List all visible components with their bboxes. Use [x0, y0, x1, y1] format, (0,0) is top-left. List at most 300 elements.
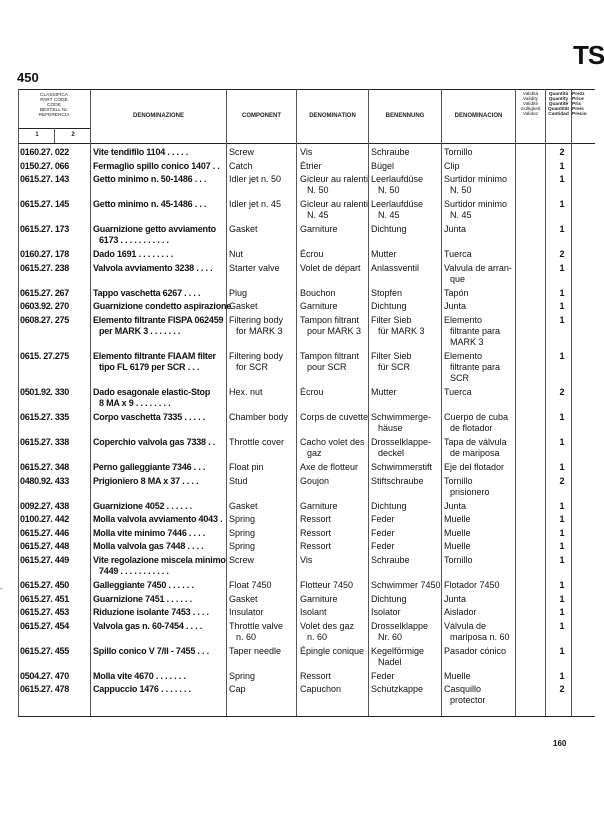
quantity: 2	[559, 475, 565, 486]
component-line: Gasket	[229, 593, 258, 604]
denominacion-line: Muelle	[444, 541, 471, 552]
benennung-line: Drosselklappe-	[371, 436, 432, 447]
benennung-line: Dichtung	[371, 500, 407, 511]
table-row	[0, 147, 595, 161]
denomination-cell	[300, 607, 368, 618]
table-row	[0, 501, 595, 515]
benennung-line: Schutzkappe	[371, 684, 424, 695]
benennung-line: Bügel	[371, 160, 395, 171]
denominazione-cell	[93, 671, 227, 682]
benennung-cell	[371, 684, 441, 695]
denomination-line: Garniture	[300, 500, 338, 511]
denominacion-line: Cuerpo de cuba	[444, 411, 509, 422]
quantity: 1	[559, 287, 565, 298]
benennung-line: häuse	[378, 422, 403, 433]
denominacion-line: Tornillo	[444, 147, 473, 157]
benennung-cell	[371, 607, 441, 618]
component-cell	[229, 514, 295, 525]
denominazione-cell	[93, 249, 227, 260]
denominacion-line: Aislador	[444, 607, 477, 618]
denomination-cell	[300, 671, 368, 682]
denominazione-line: 6173 . . . . . . . . . . .	[99, 235, 169, 246]
denominazione-line: Prigioniero 8 MA x 37 . . . .	[93, 475, 199, 486]
denominacion-line: Muelle	[444, 527, 471, 538]
header-denomination: DENOMINATION	[309, 113, 356, 119]
denominazione-cell	[93, 174, 227, 185]
table-row	[0, 301, 595, 315]
denominazione-cell	[93, 147, 227, 158]
component-cell	[229, 199, 295, 210]
denominacion-cell	[444, 161, 516, 172]
quantity: 1	[559, 593, 565, 604]
part-code: 0615.27. 455	[20, 645, 69, 656]
component-line: Gasket	[229, 301, 258, 312]
header-col-2: 2	[71, 132, 75, 138]
denomination-line: N. 45	[307, 210, 329, 221]
denomination-cell	[300, 580, 368, 591]
denominacion-line: Surtidor minimo	[444, 199, 508, 210]
denomination-cell	[300, 263, 368, 274]
denominacion-line: Eje del flotador	[444, 461, 505, 472]
table-row	[0, 646, 595, 671]
denomination-line: Garniture	[300, 301, 338, 312]
benennung-line: Mutter	[371, 249, 397, 260]
denominacion-line: Tornillo	[444, 475, 473, 486]
denomination-line: Volet des gaz	[300, 620, 355, 631]
denomination-line: Vis	[300, 147, 313, 157]
denominazione-line: Tappo vaschetta 6267 . . . .	[93, 287, 201, 298]
table-row	[0, 594, 595, 608]
denominacion-cell	[444, 607, 516, 618]
table-row	[0, 684, 595, 709]
denominacion-cell	[444, 501, 516, 512]
denomination-line: Cacho volet des	[300, 436, 365, 447]
component-cell	[229, 621, 295, 643]
benennung-line: Dichtung	[371, 593, 407, 604]
denominazione-line: Fermaglio spillo conico 1407 . .	[93, 160, 220, 171]
part-code: 0615.27. 454	[20, 620, 69, 631]
component-line: Spring	[229, 514, 256, 525]
denominacion-line: Tapón	[444, 287, 469, 298]
table-row	[0, 161, 595, 175]
denominazione-cell	[93, 462, 227, 473]
denominacion-cell	[444, 621, 516, 643]
table-row	[0, 607, 595, 621]
denomination-line: Bouchon	[300, 287, 336, 298]
component-line: Taper needle	[229, 645, 282, 656]
part-code: 0608.27. 275	[20, 314, 69, 325]
table-top-rule	[18, 89, 595, 90]
denominacion-cell	[444, 541, 516, 552]
component-cell	[229, 541, 295, 552]
denominacion-line: Junta	[444, 301, 467, 312]
denomination-line: pour MARK 3	[307, 325, 362, 336]
page-number-bottom: 160	[553, 739, 567, 748]
component-line: Float 7450	[229, 579, 272, 590]
component-cell	[229, 528, 295, 539]
quantity: 1	[559, 527, 565, 538]
denominazione-cell	[93, 412, 227, 423]
part-code: 0615.27. 453	[20, 607, 69, 618]
quantity: 2	[559, 147, 565, 157]
table-row	[0, 555, 595, 580]
denominacion-line: N. 45	[450, 210, 472, 221]
denomination-cell	[300, 351, 368, 373]
denominazione-cell	[93, 315, 227, 337]
part-code: 0615.27. 238	[20, 262, 69, 273]
denominacion-line: Junta	[444, 593, 467, 604]
header-denominazione: DENOMINAZIONE	[133, 113, 184, 119]
table-row	[0, 621, 595, 646]
component-line: Stud	[229, 475, 248, 486]
part-code: 0615.27. 267	[20, 287, 69, 298]
component-cell	[229, 301, 295, 312]
denominazione-cell	[93, 301, 232, 312]
part-code: 0603.92. 270	[20, 301, 69, 312]
quantity: 1	[559, 514, 565, 525]
denominazione-cell	[93, 621, 227, 632]
denominazione-line: 8 MA x 9 . . . . . . . .	[99, 397, 171, 408]
part-code: 0480.92. 433	[20, 475, 69, 486]
part-code: 0150.27. 066	[20, 160, 69, 171]
denomination-line: Garniture	[300, 224, 338, 235]
denomination-cell	[300, 555, 368, 566]
denominazione-cell	[93, 580, 227, 591]
denominazione-cell	[93, 541, 227, 552]
denominazione-cell	[93, 161, 227, 172]
table-row	[0, 351, 595, 387]
quantity: 1	[559, 579, 565, 590]
part-code: 0615.27. 173	[20, 224, 69, 235]
component-cell	[229, 263, 295, 274]
table-row	[0, 528, 595, 542]
table-row	[0, 580, 595, 594]
denominacion-line: mariposa n. 60	[450, 631, 510, 642]
denominacion-line: Clip	[444, 160, 460, 171]
benennung-cell	[371, 412, 441, 434]
col-rule	[54, 128, 55, 143]
margin-mark: -	[0, 584, 3, 593]
denomination-line: Tampon filtrant	[300, 350, 360, 361]
denomination-line: Axe de flotteur	[300, 461, 359, 472]
table-header-rule	[18, 143, 595, 144]
table-row	[0, 199, 595, 224]
denominazione-cell	[93, 351, 227, 373]
benennung-cell	[371, 387, 441, 398]
benennung-cell	[371, 263, 441, 274]
benennung-line: Stiftschraube	[371, 475, 424, 486]
benennung-cell	[371, 594, 441, 605]
header-classifica: CLASSIFICA PART CODE CODE BESTELL Nr. REFERENCIA	[38, 93, 70, 118]
denominazione-line: Corpo vaschetta 7335 . . . . .	[93, 411, 206, 422]
benennung-line: für SCR	[378, 361, 411, 372]
quantity: 1	[559, 670, 565, 681]
benennung-cell	[371, 476, 441, 487]
denominazione-line: Elemento filtrante FIAAM filter	[93, 350, 216, 361]
header-validita: Validità Validity Validité Gültigkeit Validez	[520, 92, 541, 117]
benennung-line: Filter Sieb	[371, 350, 412, 361]
denominacion-line: filtrante para	[450, 361, 501, 372]
denomination-line: Tampon filtrant	[300, 314, 360, 325]
component-line: Spring	[229, 527, 256, 538]
part-code: 0615.27. 338	[20, 436, 69, 447]
denominazione-line: Guarnizione 7451 . . . . . .	[93, 593, 192, 604]
denomination-line: pour SCR	[307, 361, 347, 372]
component-line: Hex. nut	[229, 386, 263, 397]
component-line: for SCR	[236, 361, 269, 372]
denomination-line: n. 60	[307, 631, 328, 642]
component-line: Starter valve	[229, 262, 280, 273]
benennung-line: Anlassventil	[371, 262, 420, 273]
part-code: 0615.27. 446	[20, 527, 69, 538]
quantity: 1	[559, 554, 565, 565]
benennung-line: Feder	[371, 514, 395, 525]
part-code: 0100.27. 442	[20, 514, 69, 525]
denominazione-line: Valvola avviamento 3238 . . . .	[93, 262, 213, 273]
denomination-cell	[300, 387, 368, 398]
denominacion-line: Válvula de	[444, 620, 487, 631]
part-code: 0615.27. 143	[20, 174, 69, 185]
part-code: 0615.27. 478	[20, 684, 69, 695]
denominacion-line: MARK 3	[450, 336, 484, 347]
component-cell	[229, 476, 295, 487]
denominazione-cell	[93, 607, 227, 618]
quantity: 1	[559, 436, 565, 447]
denomination-cell	[300, 594, 368, 605]
component-cell	[229, 174, 295, 185]
part-code: 0615.27. 145	[20, 199, 69, 210]
denominazione-line: Perno galleggiante 7346 . . .	[93, 461, 206, 472]
benennung-cell	[371, 555, 441, 566]
denominacion-cell	[444, 249, 516, 260]
denominazione-line: Getto minimo n. 50-1486 . . .	[93, 174, 207, 185]
denominacion-cell	[444, 315, 516, 348]
denomination-line: Ressort	[300, 670, 332, 681]
denomination-cell	[300, 684, 368, 695]
denomination-cell	[300, 147, 368, 158]
denominazione-cell	[93, 476, 227, 487]
denominacion-line: Elemento	[444, 314, 483, 325]
benennung-cell	[371, 174, 441, 196]
denominazione-line: Molla vite minimo 7446 . . . .	[93, 527, 206, 538]
header-prezzo: Prezz Price Prix Preis Precio	[572, 92, 587, 117]
denominazione-cell	[93, 555, 227, 577]
component-line: Screw	[229, 554, 255, 565]
benennung-line: Leerlaufdüse	[371, 199, 424, 210]
benennung-line: Nadel	[378, 656, 402, 667]
part-code: 0615.27. 348	[20, 461, 69, 472]
benennung-line: Schwimmerge-	[371, 411, 432, 422]
benennung-cell	[371, 249, 441, 260]
denominazione-line: Cappuccio 1476 . . . . . . .	[93, 684, 191, 695]
denominazione-line: Dado esagonale elastic-Stop	[93, 386, 211, 397]
denominacion-cell	[444, 437, 516, 459]
denomination-line: Épingle conique	[300, 645, 365, 656]
denominazione-cell	[93, 199, 227, 210]
denomination-line: Flotteur 7450	[300, 579, 354, 590]
benennung-line: Isolator	[371, 607, 401, 618]
denominazione-cell	[93, 501, 227, 512]
denominacion-cell	[444, 684, 516, 706]
table-row	[0, 476, 595, 501]
table-row	[0, 541, 595, 555]
denominacion-line: Junta	[444, 500, 467, 511]
denominazione-cell	[93, 263, 227, 274]
denominacion-cell	[444, 199, 516, 221]
quantity: 1	[559, 314, 565, 325]
table-row	[0, 514, 595, 528]
benennung-line: Feder	[371, 541, 395, 552]
denomination-cell	[300, 199, 368, 221]
denominacion-cell	[444, 476, 516, 498]
benennung-cell	[371, 161, 441, 172]
denominacion-cell	[444, 387, 516, 398]
denominacion-line: Muelle	[444, 514, 471, 525]
part-code: 0501.92. 330	[20, 386, 69, 397]
benennung-cell	[371, 351, 441, 373]
component-line: Filtering body	[229, 350, 284, 361]
part-code: 0615. 27.275	[20, 350, 69, 361]
denominazione-line: Guarnizione getto avviamento	[93, 224, 216, 235]
part-code: 0615.27. 448	[20, 541, 69, 552]
denominacion-line: Tuerca	[444, 386, 472, 397]
denomination-line: N. 50	[307, 185, 329, 196]
quantity: 1	[559, 411, 565, 422]
denominacion-cell	[444, 671, 516, 682]
quantity: 1	[559, 350, 565, 361]
denomination-cell	[300, 412, 368, 423]
denominacion-line: Tapa de válvula	[444, 436, 507, 447]
denominacion-cell	[444, 263, 516, 285]
denominazione-line: Riduzione isolante 7453 . . . .	[93, 607, 209, 618]
denomination-line: gaz	[307, 447, 322, 458]
table-bottom-rule	[18, 716, 595, 717]
benennung-cell	[371, 288, 441, 299]
benennung-line: Filter Sieb	[371, 314, 412, 325]
table-row	[0, 462, 595, 476]
table-row	[0, 437, 595, 462]
denominazione-cell	[93, 528, 227, 539]
denomination-cell	[300, 315, 368, 337]
denominacion-line: Valvula de arran-	[444, 262, 512, 273]
table-row	[0, 263, 595, 288]
component-line: Filtering body	[229, 314, 284, 325]
benennung-line: Feder	[371, 670, 395, 681]
denominacion-line: Surtidor minimo	[444, 174, 508, 185]
denomination-cell	[300, 437, 368, 459]
denomination-cell	[300, 249, 368, 260]
denominacion-cell	[444, 174, 516, 196]
header-col-1: 1	[35, 132, 39, 138]
denominazione-line: Getto minimo n. 45-1486 . . .	[93, 199, 207, 210]
denominacion-line: Tornillo	[444, 554, 473, 565]
parts-table-body	[0, 147, 595, 709]
denomination-cell	[300, 476, 368, 487]
benennung-line: Schraube	[371, 147, 410, 157]
quantity: 1	[559, 461, 565, 472]
part-code: 0160.27. 178	[20, 249, 69, 260]
benennung-line: Leerlaufdüse	[371, 174, 424, 185]
denominacion-cell	[444, 224, 516, 235]
table-row	[0, 671, 595, 685]
denominazione-line: tipo FL 6179 per SCR . . .	[99, 361, 200, 372]
component-cell	[229, 462, 295, 473]
denominazione-line: per MARK 3 . . . . . . .	[99, 325, 181, 336]
denominacion-line: Pasador cónico	[444, 645, 507, 656]
denomination-cell	[300, 501, 368, 512]
component-cell	[229, 437, 295, 448]
quantity: 2	[559, 386, 565, 397]
component-cell	[229, 288, 295, 299]
denomination-cell	[300, 301, 368, 312]
benennung-line: Schraube	[371, 554, 410, 565]
benennung-cell	[371, 541, 441, 552]
denominacion-line: de flotador	[450, 422, 493, 433]
denominacion-cell	[444, 594, 516, 605]
benennung-cell	[371, 646, 441, 668]
component-line: Idler jet n. 45	[229, 199, 282, 210]
quantity: 1	[559, 174, 565, 185]
denominazione-line: Vite regolazione miscela minimo	[93, 554, 226, 565]
denomination-line: Garniture	[300, 593, 338, 604]
denomination-line: Ressort	[300, 527, 332, 538]
denominazione-line: Spillo conico V 7/II - 7455 . . .	[93, 645, 209, 656]
benennung-cell	[371, 621, 441, 643]
denominazione-cell	[93, 288, 227, 299]
benennung-line: Dichtung	[371, 301, 407, 312]
denominacion-line: Junta	[444, 224, 467, 235]
component-line: Catch	[229, 160, 253, 171]
denomination-cell	[300, 224, 368, 235]
component-cell	[229, 249, 295, 260]
denominacion-line: Tuerca	[444, 249, 472, 260]
page-number-top: 450	[17, 70, 39, 85]
benennung-line: Schwimmerstift	[371, 461, 433, 472]
benennung-line: Stopfen	[371, 287, 403, 298]
component-cell	[229, 161, 295, 172]
section-corner-mark: TS	[573, 40, 604, 70]
benennung-line: deckel	[378, 447, 405, 458]
header-quantita: Quantità Quantity Quantité Quantität Cantidad	[547, 92, 570, 117]
table-row	[0, 249, 595, 263]
benennung-line: Nr. 60	[378, 631, 403, 642]
denomination-line: Gicleur au ralenti	[300, 199, 369, 210]
component-line: Gasket	[229, 500, 258, 511]
component-cell	[229, 501, 295, 512]
denominacion-cell	[444, 514, 516, 525]
component-line: Chamber body	[229, 411, 289, 422]
benennung-cell	[371, 514, 441, 525]
part-code: 0504.27. 470	[20, 670, 69, 681]
part-code: 0615.27. 451	[20, 593, 69, 604]
denominazione-cell	[93, 646, 227, 657]
denominazione-line: Molla valvola avviamento 4043 .	[93, 514, 223, 525]
part-code: 0160.27. 022	[20, 147, 69, 157]
table-row	[0, 288, 595, 302]
denomination-line: Ressort	[300, 541, 332, 552]
denomination-cell	[300, 174, 368, 196]
header-component: COMPONENT	[242, 113, 281, 119]
quantity: 1	[559, 500, 565, 511]
component-line: Spring	[229, 670, 256, 681]
denomination-cell	[300, 646, 368, 657]
benennung-cell	[371, 437, 441, 459]
denomination-line: Étrier	[300, 160, 322, 171]
component-cell	[229, 412, 295, 423]
denomination-line: Goujon	[300, 475, 330, 486]
benennung-cell	[371, 301, 441, 312]
denomination-cell	[300, 161, 368, 172]
